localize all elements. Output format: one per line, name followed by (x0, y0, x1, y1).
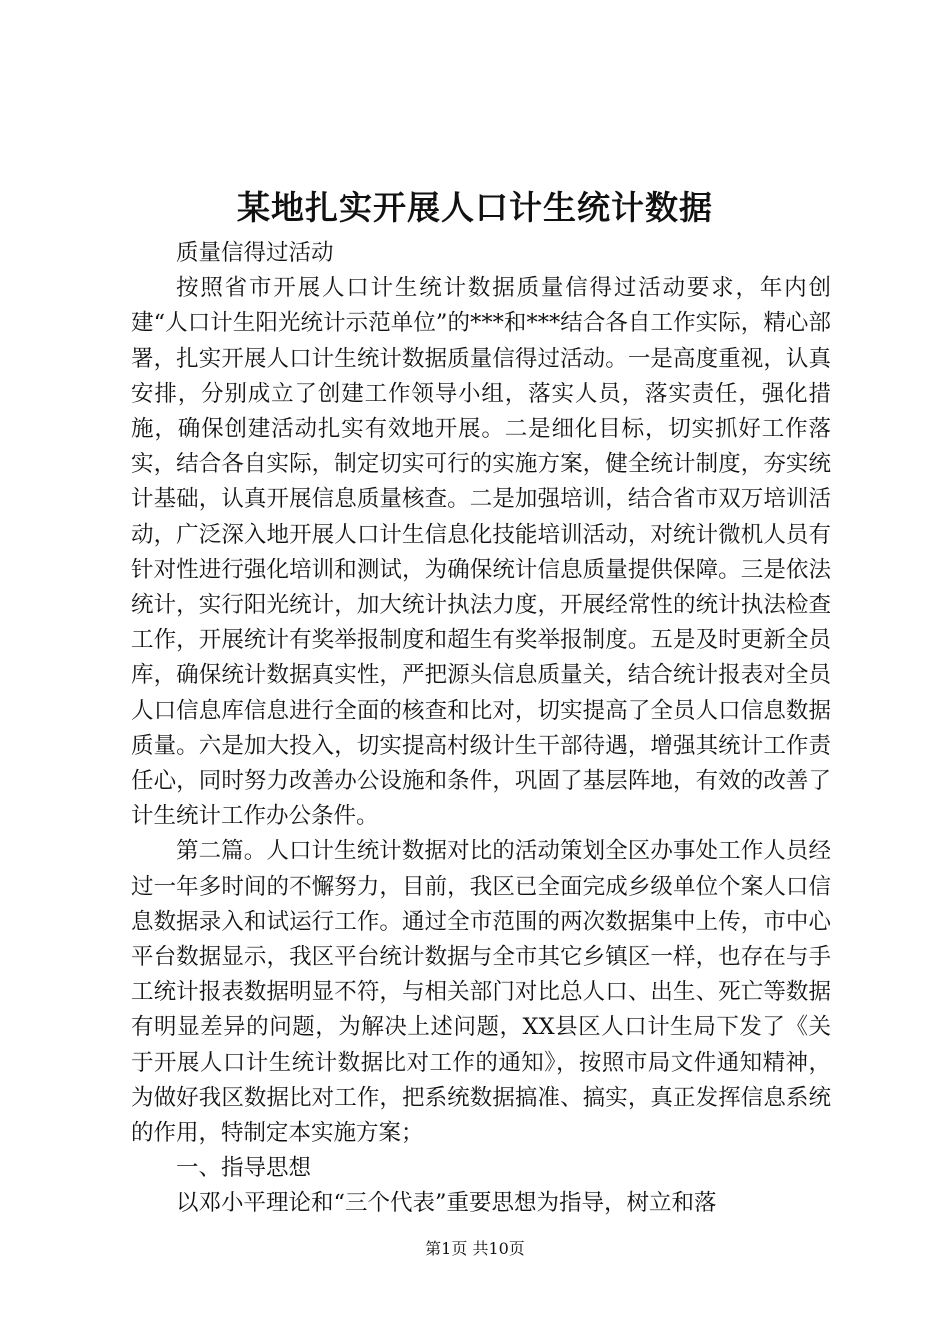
paragraph: 以邓小平理论和“三个代表”重要思想为指导，树立和落 (176, 1190, 717, 1217)
paragraph: 第二篇。人口计生统计数据对比的活动策划全区办事处工作人员经过一年多时间的不懈努力，目前，我区已全面完成乡级单位个案人口信息数据录入和试运行工作。通过全市范围的两次数据集中上传，市中心平台数据显示，我区平台统计数据与全市其它乡镇区一样，也存在与手工统计报表数据明显不符，与相关部门对比总人口、出生、死亡等数据有明显差异的问题，为解决上述问题，XX县区人口计生局下发了《关于开展人口计生统计数据比对工作的通知》，按照市局文件通知精神，为做好我区数据比对工作，把系统数据搞准、搞实，真正发挥信息系统的作用，特制定本实施方案； (131, 838, 831, 1147)
page-footer: 第1页 共10页 (425, 1239, 525, 1258)
paragraph: 按照省市开展人口计生统计数据质量信得过活动要求，年内创建“人口计生阳光统计示范单位”的***和***结合各自工作实际，精心部署，扎实开展人口计生统计数据质量信得过活动。一是高度重视，认真安排，分别成立了创建工作领导小组，落实人员，落实责任，强化措施，确保创建活动扎实有效地开展。二是细化目标，切实抓好工作落实，结合各自实际，制定切实可行的实施方案，健全统计制度，夯实统计基础，认真开展信息质量核查。二是加强培训，结合省市双万培训活动，广泛深入地开展人口计生信息化技能培训活动，对统计微机人员有针对性进行强化培训和测试，为确保统计信息质量提供保障。三是依法统计，实行阳光统计，加大统计执法力度，开展经常性的统计执法检查工作，开展统计有奖举报制度和超生有奖举报制度。五是及时更新全员库，确保统计数据真实性，严把源头信息质量关，结合统计报表对全员人口信息库信息进行全面的核查和比对，切实提高了全员人口信息数据质量。六是加大投入，切实提高村级计生干部待遇，增强其统计工作责任心，同时努力改善办公设施和条件，巩固了基层阵地，有效的改善了计生统计工作办公条件。 (131, 275, 831, 830)
paragraph: 质量信得过活动 (176, 240, 334, 266)
section-heading: 一、指导思想 (176, 1155, 312, 1182)
document-title: 某地扎实开展人口计生统计数据 (237, 188, 713, 227)
document-body (131, 236, 831, 1222)
